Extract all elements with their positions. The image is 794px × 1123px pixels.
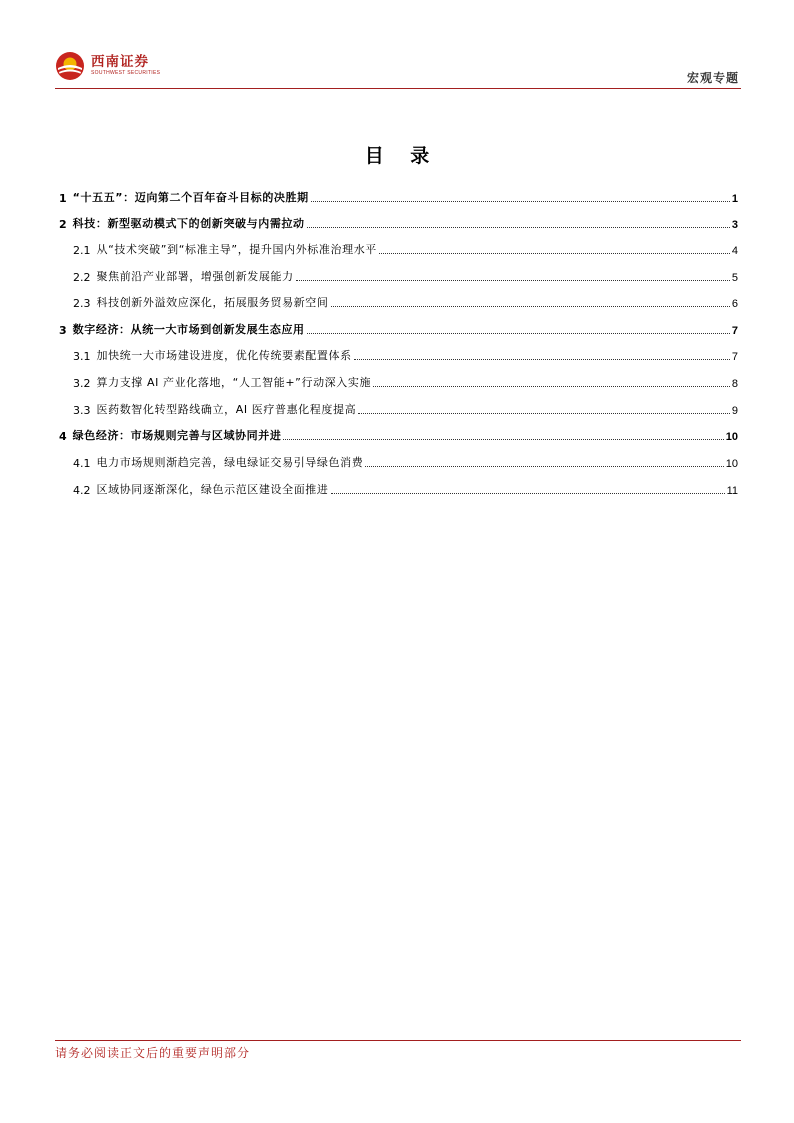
toc-dot-leader xyxy=(354,359,730,360)
toc-entry-number: 4.2 xyxy=(73,484,91,497)
toc-entry-title: 医药数智化转型路线确立，AI 医疗普惠化程度提高 xyxy=(96,403,357,416)
toc-entry-title: 从“技术突破”到“标准主导”，提升国内外标准治理水平 xyxy=(96,243,377,256)
toc-entry[interactable] xyxy=(59,290,738,310)
toc-entry-title: 聚焦前沿产业部署，增强创新发展能力 xyxy=(96,270,294,283)
toc-dot-leader xyxy=(373,386,730,387)
toc-entry[interactable] xyxy=(59,397,738,417)
toc-dot-leader xyxy=(365,466,723,467)
toc-entry-page: 7 xyxy=(731,351,738,363)
toc-entry-page: 1 xyxy=(731,193,738,205)
footer-disclaimer: 请务必阅读正文后的重要声明部分 xyxy=(55,1046,251,1060)
toc-entry[interactable] xyxy=(59,450,738,470)
toc-dot-leader xyxy=(307,227,730,228)
toc-heading: 目 录 xyxy=(364,145,440,167)
toc-entry-number: 3.3 xyxy=(73,404,91,417)
toc-entry-title: 区域协同逐渐深化，绿色示范区建设全面推进 xyxy=(96,483,329,496)
toc-entry[interactable] xyxy=(59,264,738,284)
toc-dot-leader xyxy=(283,439,723,440)
toc-entry-number: 3.2 xyxy=(73,377,91,390)
toc-entry-number: 4 xyxy=(59,430,67,443)
toc-dot-leader xyxy=(379,253,730,254)
toc-dot-leader xyxy=(307,333,730,334)
header-divider xyxy=(55,88,741,89)
toc-entry-page: 11 xyxy=(726,485,738,497)
toc-entry-title: 加快统一大市场建设进度，优化传统要素配置体系 xyxy=(96,349,352,362)
toc-entry-page: 10 xyxy=(725,431,738,443)
toc-entry-page: 9 xyxy=(731,405,738,417)
toc-entry-number: 4.1 xyxy=(73,457,91,470)
toc-entry-page: 6 xyxy=(731,298,738,310)
toc-entry-title: 科技创新外溢效应深化，拓展服务贸易新空间 xyxy=(96,296,329,309)
footer-divider xyxy=(55,1040,741,1041)
toc-entry[interactable] xyxy=(59,343,738,363)
toc-entry[interactable] xyxy=(59,423,738,443)
toc-entry-page: 7 xyxy=(731,325,738,337)
toc-entry-number: 3.1 xyxy=(73,350,91,363)
toc-entry-page: 10 xyxy=(725,458,738,470)
logo-chinese-name: 西南证券 xyxy=(91,54,149,70)
toc-dot-leader xyxy=(358,413,730,414)
toc-entry[interactable] xyxy=(59,370,738,390)
toc-entry[interactable] xyxy=(59,237,738,257)
company-logo xyxy=(55,48,160,84)
toc-entry-title: “十五五”：迈向第二个百年奋斗目标的决胜期 xyxy=(72,191,309,204)
toc-entry[interactable] xyxy=(59,211,738,231)
toc-entry-page: 8 xyxy=(731,378,738,390)
page-header xyxy=(55,45,741,89)
toc-entry-number: 2.1 xyxy=(73,244,91,257)
toc-entry-number: 3 xyxy=(59,324,67,337)
toc-entry-title: 算力支撑 AI 产业化落地，“人工智能+”行动深入实施 xyxy=(96,376,372,389)
toc-entry[interactable] xyxy=(59,317,738,337)
toc-entry[interactable] xyxy=(59,477,738,497)
toc-entry-number: 1 xyxy=(59,192,67,205)
toc-entry-page: 5 xyxy=(731,272,738,284)
logo-sun-icon xyxy=(55,51,85,81)
toc-dot-leader xyxy=(331,306,730,307)
toc-entry-title: 电力市场规则渐趋完善，绿电绿证交易引导绿色消费 xyxy=(96,456,364,469)
toc-entry-number: 2.3 xyxy=(73,297,91,310)
toc-entry-title: 科技：新型驱动模式下的创新突破与内需拉动 xyxy=(72,217,305,230)
toc-entry-number: 2 xyxy=(59,218,67,231)
logo-english-name: SOUTHWEST SECURITIES xyxy=(91,70,161,76)
toc-entry-page: 3 xyxy=(731,219,738,231)
section-title: 宏观专题 xyxy=(686,71,739,85)
toc-entry-number: 2.2 xyxy=(73,271,91,284)
toc-dot-leader xyxy=(296,280,730,281)
toc-entry[interactable] xyxy=(59,185,738,205)
toc-entry-title: 绿色经济：市场规则完善与区域协同并进 xyxy=(72,429,282,442)
toc-dot-leader xyxy=(311,201,730,202)
toc-entry-page: 4 xyxy=(731,245,738,257)
toc-entry-title: 数字经济：从统一大市场到创新发展生态应用 xyxy=(72,323,305,336)
toc-dot-leader xyxy=(331,493,725,494)
